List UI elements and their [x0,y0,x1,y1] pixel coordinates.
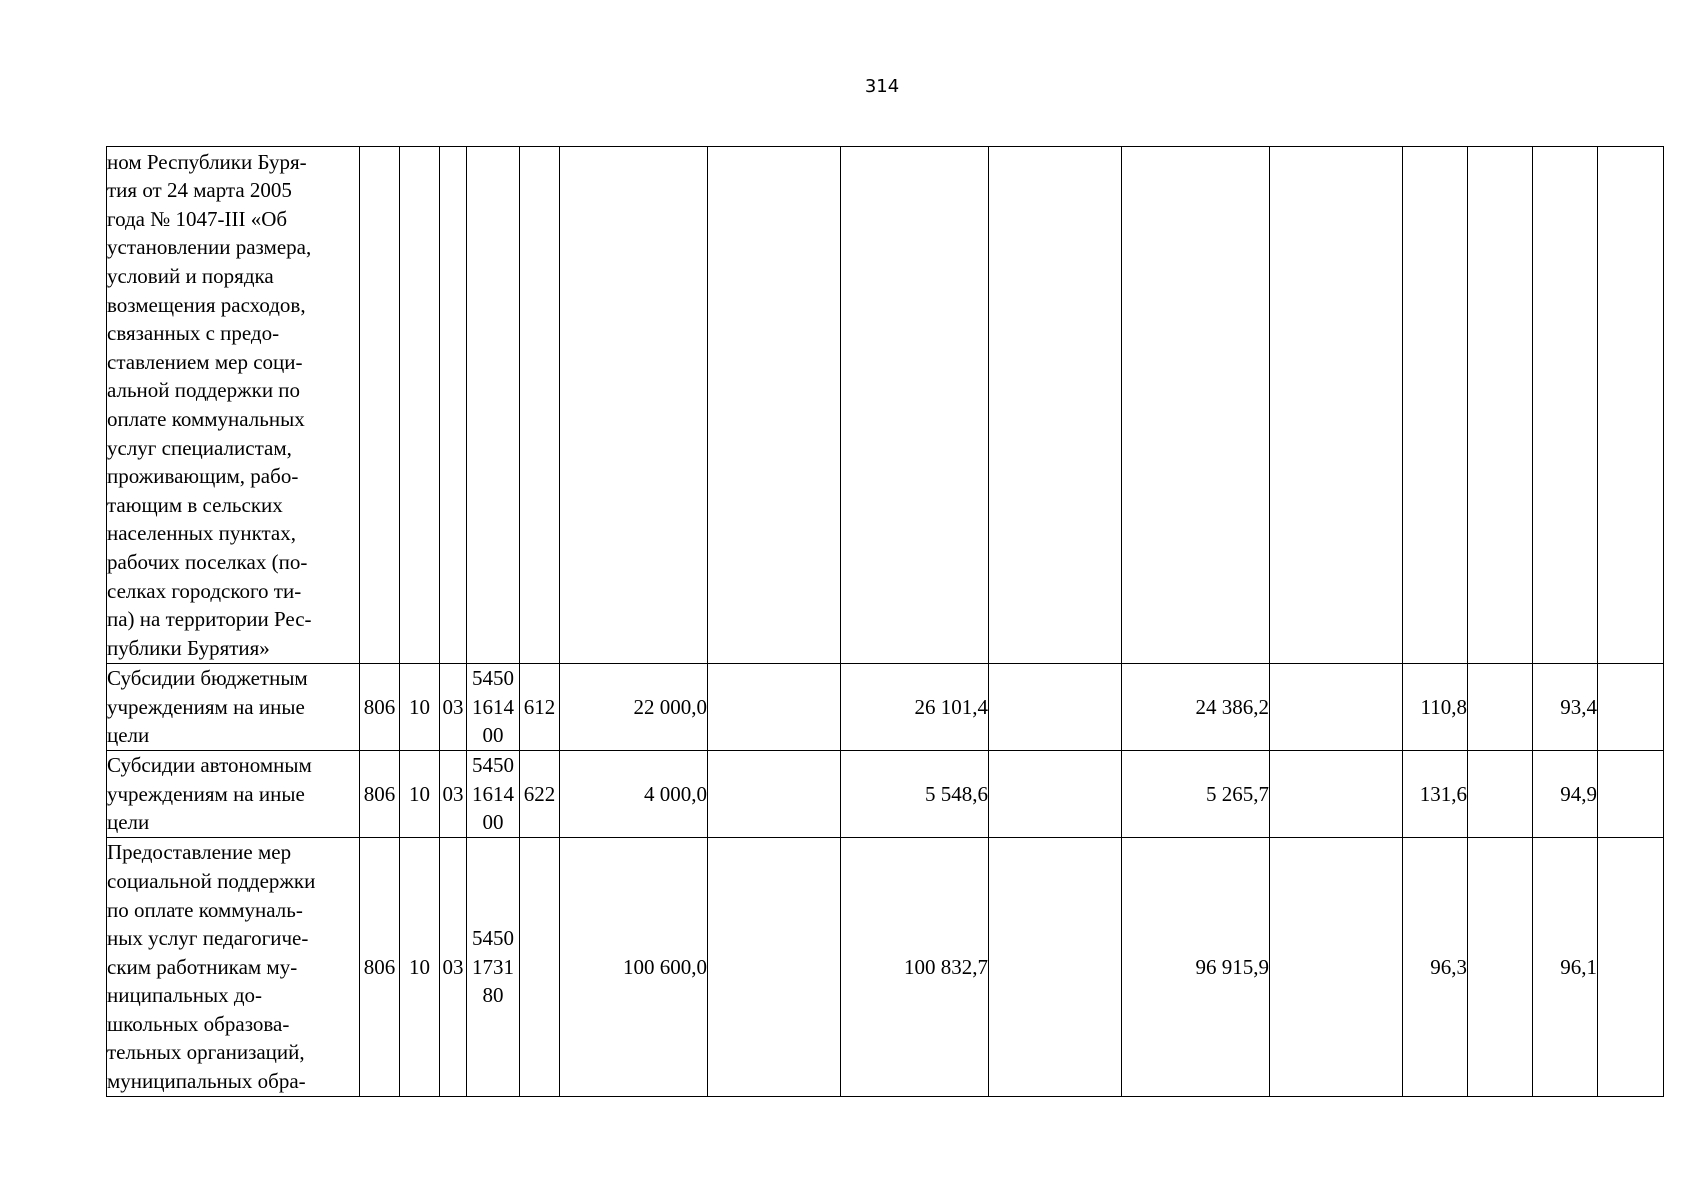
value-cell-2: 26 101,4 [841,664,989,751]
expense-type-cell [520,838,560,1097]
empty-cell [708,751,841,838]
value-cell-1: 100 600,0 [560,838,708,1097]
description-line: по оплате коммуналь- [107,897,303,922]
empty-cell [708,664,841,751]
empty-cell [989,838,1122,1097]
description-line: тия от 24 марта 2005 [107,178,292,203]
ministry-code-cell: 806 [360,838,400,1097]
description-line: ном Республики Буря- [107,149,307,174]
empty-cell [1598,751,1664,838]
description-line: па) на территории Рес- [107,607,312,632]
value-cell-4: 131,6 [1403,751,1468,838]
target-article-cell [467,751,520,838]
value-cell-1 [560,147,708,664]
description-line: ниципальных до- [107,983,263,1008]
ministry-code-cell: 806 [360,751,400,838]
value-cell-5 [1533,147,1598,664]
description-line: цели [107,723,150,748]
empty-cell [1270,838,1403,1097]
empty-cell [989,147,1122,664]
empty-cell [1270,147,1403,664]
description-line: публики Бурятия» [107,635,270,660]
budget-table [106,146,1664,1097]
description-line: услуг специалистам, [107,435,292,460]
target-article-line: 1614 [472,694,514,719]
value-cell-3: 5 265,7 [1122,751,1270,838]
target-article-cell [467,147,520,664]
description-line: рабочих поселках (по- [107,549,308,574]
target-article-line: 00 [482,810,504,835]
value-cell-1: 4 000,0 [560,751,708,838]
description-line: возмещения расходов, [107,292,306,317]
description-line: ставлением мер соци- [107,349,303,374]
description-line: установлении размера, [107,235,312,260]
description-line: Субсидии бюджетным [107,666,308,691]
value-cell-5: 93,4 [1533,664,1598,751]
target-article-line: 1731 [472,954,514,979]
empty-cell [1468,664,1533,751]
value-cell-4: 110,8 [1403,664,1468,751]
target-article-line: 5450 [472,926,514,951]
target-article-line: 5450 [472,666,514,691]
section-code-cell [400,147,440,664]
value-cell-2: 5 548,6 [841,751,989,838]
description-line: тающим в сельских [107,492,283,517]
description-line: муниципальных обра- [107,1069,306,1094]
description-line: цели [107,810,150,835]
description-line: школьных образова- [107,1011,290,1036]
empty-cell [1468,147,1533,664]
empty-cell [1468,751,1533,838]
expense-type-cell [520,147,560,664]
empty-cell [1598,838,1664,1097]
value-cell-5: 96,1 [1533,838,1598,1097]
table-row [107,838,1664,1097]
description-line: населенных пунктах, [107,521,296,546]
description-line: социальной поддержки [107,868,316,893]
table-row [107,664,1664,751]
description-line: селках городского ти- [107,578,302,603]
description-line: тельных организаций, [107,1040,305,1065]
expense-type-cell: 612 [520,664,560,751]
description-line: учреждениям на иные [107,781,305,806]
target-article-line: 5450 [472,753,514,778]
description-cell [107,751,360,838]
empty-cell [989,664,1122,751]
description-line: учреждениям на иные [107,694,305,719]
description-line: проживающим, рабо- [107,464,299,489]
description-line: Предоставление мер [107,840,292,865]
subsection-code-cell [440,147,467,664]
value-cell-2 [841,147,989,664]
value-cell-1: 22 000,0 [560,664,708,751]
target-article-cell [467,664,520,751]
empty-cell [1598,664,1664,751]
value-cell-3: 24 386,2 [1122,664,1270,751]
page-number: 314 [864,76,900,97]
ministry-code-cell: 806 [360,664,400,751]
description-line: оплате коммунальных [107,407,305,431]
empty-cell [708,147,841,664]
ministry-code-cell [360,147,400,664]
empty-cell [708,838,841,1097]
value-cell-3 [1122,147,1270,664]
empty-cell [1468,838,1533,1097]
value-cell-4 [1403,147,1468,664]
value-cell-4: 96,3 [1403,838,1468,1097]
expense-type-cell: 622 [520,751,560,838]
description-cell [107,147,360,664]
description-line: года № 1047-III «Об [107,206,288,231]
description-line: альной поддержки по [107,378,301,403]
target-article-line: 00 [482,723,504,748]
section-code-cell: 10 [400,838,440,1097]
subsection-code-cell: 03 [440,664,467,751]
subsection-code-cell: 03 [440,751,467,838]
table-row [107,147,1664,664]
description-line: Субсидии автономным [107,753,312,778]
empty-cell [1598,147,1664,664]
description-line: связанных с предо- [107,321,280,346]
empty-cell [1270,664,1403,751]
target-article-line: 80 [482,983,504,1008]
empty-cell [989,751,1122,838]
section-code-cell: 10 [400,751,440,838]
description-cell [107,664,360,751]
description-cell [107,838,360,1097]
value-cell-5: 94,9 [1533,751,1598,838]
description-line: ных услуг педагогиче- [107,926,309,951]
target-article-line: 1614 [472,781,514,806]
table-row [107,751,1664,838]
description-line: ским работникам му- [107,954,298,979]
value-cell-3: 96 915,9 [1122,838,1270,1097]
value-cell-2: 100 832,7 [841,838,989,1097]
subsection-code-cell: 03 [440,838,467,1097]
empty-cell [1270,751,1403,838]
description-line: условий и порядка [107,264,274,289]
target-article-cell [467,838,520,1097]
section-code-cell: 10 [400,664,440,751]
